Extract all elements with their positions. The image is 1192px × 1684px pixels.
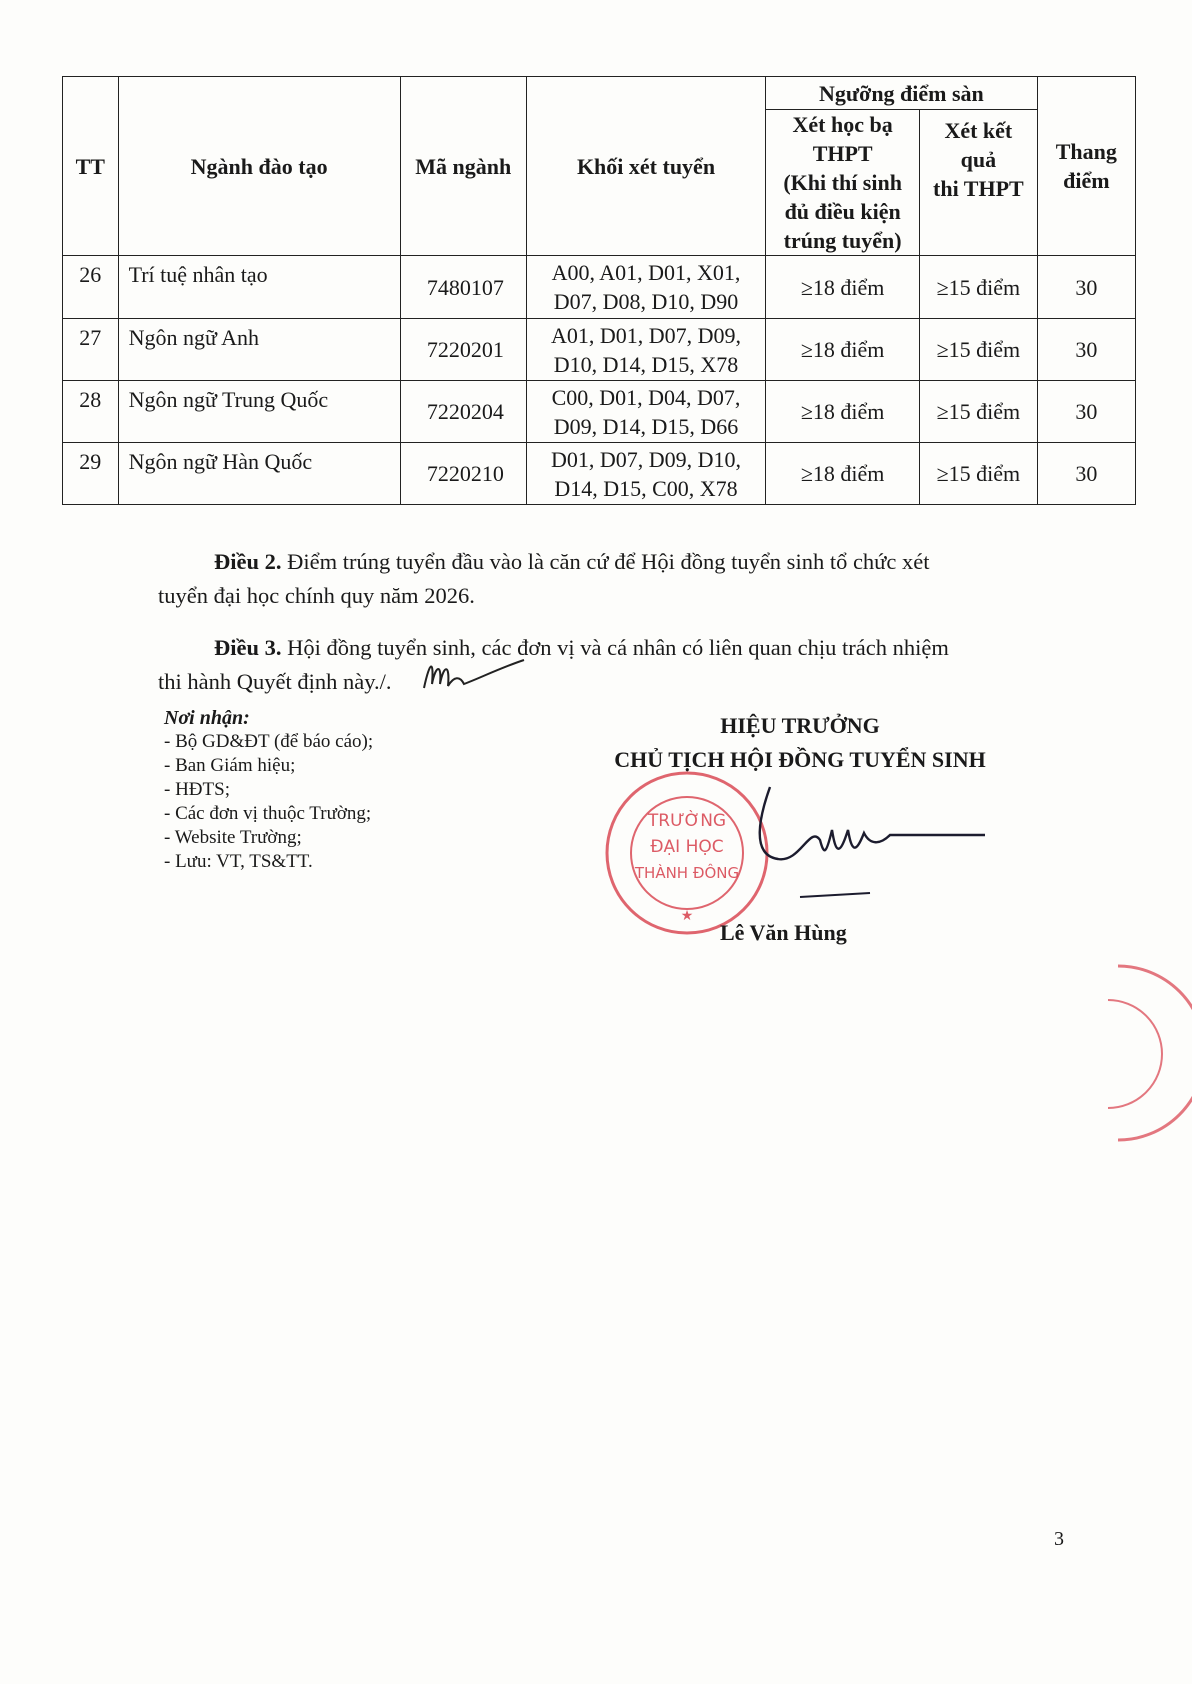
cell-khoi <box>526 381 765 443</box>
cell-tt: 28 <box>63 381 119 443</box>
seal-line-2: ĐẠI HỌC <box>650 837 724 857</box>
article-3-label: Điều 3. <box>214 635 282 660</box>
signature-block <box>560 709 1040 777</box>
admission-threshold-table <box>62 76 1136 505</box>
header-ket-qua <box>920 110 1038 256</box>
article-2-label: Điều 2. <box>214 549 282 574</box>
recipient-item: - Các đơn vị thuộc Trường; <box>164 803 372 824</box>
page-number: 3 <box>1054 1528 1064 1550</box>
recipient-item: - Bộ GD&ĐT (để báo cáo); <box>164 731 374 752</box>
initial-signature <box>420 650 530 700</box>
cell-thang-diem: 30 <box>1037 381 1135 443</box>
cell-khoi-line: A00, A01, D01, X01, <box>551 260 741 285</box>
article-2 <box>158 545 1078 613</box>
cell-tt: 26 <box>63 256 119 319</box>
header-hoc-ba-line: THPT <box>812 141 873 166</box>
header-nguong: Ngưỡng điểm sàn <box>766 77 1037 110</box>
cell-tt: 27 <box>63 319 119 381</box>
cell-tt: 29 <box>63 443 119 505</box>
header-thang-diem-line: Thang <box>1055 139 1117 164</box>
cell-khoi-line: C00, D01, D04, D07, <box>551 384 741 410</box>
header-hoc-ba <box>766 110 920 256</box>
cell-thang-diem: 30 <box>1037 256 1135 319</box>
signer-title-2: CHỦ TỊCH HỘI ĐỒNG TUYỂN SINH <box>614 747 986 772</box>
recipients-list <box>164 706 494 874</box>
table-row <box>63 319 1136 381</box>
recipient-item: - HĐTS; <box>164 779 230 800</box>
cell-nganh: Ngôn ngữ Anh <box>118 319 400 381</box>
header-thang-diem-line: điểm <box>1063 168 1110 193</box>
header-ma-nganh: Mã ngành <box>400 77 526 256</box>
recipients-title: Nơi nhận: <box>164 707 250 729</box>
header-ket-qua-line: thi THPT <box>933 176 1024 201</box>
recipient-item: - Lưu: VT, TS&TT. <box>164 851 313 872</box>
handwritten-signature <box>700 785 1000 915</box>
header-nganh: Ngành đào tạo <box>118 77 400 256</box>
header-hoc-ba-line: trúng tuyển) <box>783 228 902 253</box>
cell-khoi-line: D14, D15, C00, X78 <box>554 475 738 501</box>
table-row <box>63 381 1136 443</box>
cell-khoi <box>526 443 765 505</box>
cell-thang-diem: 30 <box>1037 443 1135 505</box>
seal-line-3: THÀNH ĐÔNG <box>634 864 740 882</box>
cell-ket-qua: ≥15 điểm <box>920 381 1038 443</box>
cell-khoi-line: D09, D14, D15, D66 <box>553 413 739 439</box>
partial-seal-edge <box>1098 958 1192 1148</box>
header-hoc-ba-line: Xét học bạ <box>792 112 893 137</box>
header-hoc-ba-line: (Khi thí sinh <box>783 170 902 195</box>
header-thang-diem <box>1037 77 1135 256</box>
cell-ma-nganh: 7220201 <box>400 319 526 381</box>
cell-thang-diem: 30 <box>1037 319 1135 381</box>
article-2-text-cont: tuyển đại học chính quy năm 2026. <box>158 583 475 608</box>
cell-ma-nganh: 7220204 <box>400 381 526 443</box>
cell-ket-qua: ≥15 điểm <box>920 256 1038 319</box>
cell-khoi <box>526 256 765 319</box>
cell-hoc-ba: ≥18 điểm <box>766 256 920 319</box>
recipient-item: - Ban Giám hiệu; <box>164 755 296 776</box>
cell-hoc-ba: ≥18 điểm <box>766 443 920 505</box>
seal-line-1: TRƯỜNG <box>647 811 727 831</box>
header-hoc-ba-line: đủ điều kiện <box>784 199 901 224</box>
article-3 <box>158 631 1078 699</box>
article-2-text: Điểm trúng tuyển đầu vào là căn cứ để Hội đồng tuyển sinh tổ chức xét <box>281 549 930 574</box>
recipient-item: - Website Trường; <box>164 827 302 848</box>
header-khoi: Khối xét tuyển <box>526 77 765 256</box>
header-tt: TT <box>63 77 119 256</box>
cell-nganh: Trí tuệ nhân tạo <box>118 256 400 319</box>
cell-khoi-line: D01, D07, D09, D10, <box>550 446 742 472</box>
cell-hoc-ba: ≥18 điểm <box>766 319 920 381</box>
cell-khoi <box>526 319 765 381</box>
cell-khoi-line: A01, D01, D07, D09, <box>550 322 742 348</box>
cell-khoi-line: D10, D14, D15, X78 <box>553 351 739 377</box>
table-row <box>63 256 1136 319</box>
article-3-text: Hội đồng tuyển sinh, các đơn vị và cá nhân có liên quan chịu trách nhiệm <box>281 635 949 660</box>
article-3-text-cont: thi hành Quyết định này./. <box>158 669 392 694</box>
cell-hoc-ba: ≥18 điểm <box>766 381 920 443</box>
signer-title-1: HIỆU TRƯỞNG <box>720 713 880 738</box>
svg-text:★: ★ <box>680 908 694 924</box>
cell-ma-nganh: 7480107 <box>400 256 526 319</box>
signer-name: Lê Văn Hùng <box>720 920 847 945</box>
cell-khoi-line: D07, D08, D10, D90 <box>553 289 739 314</box>
cell-ket-qua: ≥15 điểm <box>920 443 1038 505</box>
cell-nganh: Ngôn ngữ Trung Quốc <box>118 381 400 443</box>
header-ket-qua-line: Xét kết <box>944 118 1013 143</box>
admission-threshold-table-container <box>62 76 1136 505</box>
header-ket-qua-line: quả <box>960 147 997 172</box>
table-row <box>63 443 1136 505</box>
cell-ma-nganh: 7220210 <box>400 443 526 505</box>
cell-ket-qua: ≥15 điểm <box>920 319 1038 381</box>
cell-nganh: Ngôn ngữ Hàn Quốc <box>118 443 400 505</box>
